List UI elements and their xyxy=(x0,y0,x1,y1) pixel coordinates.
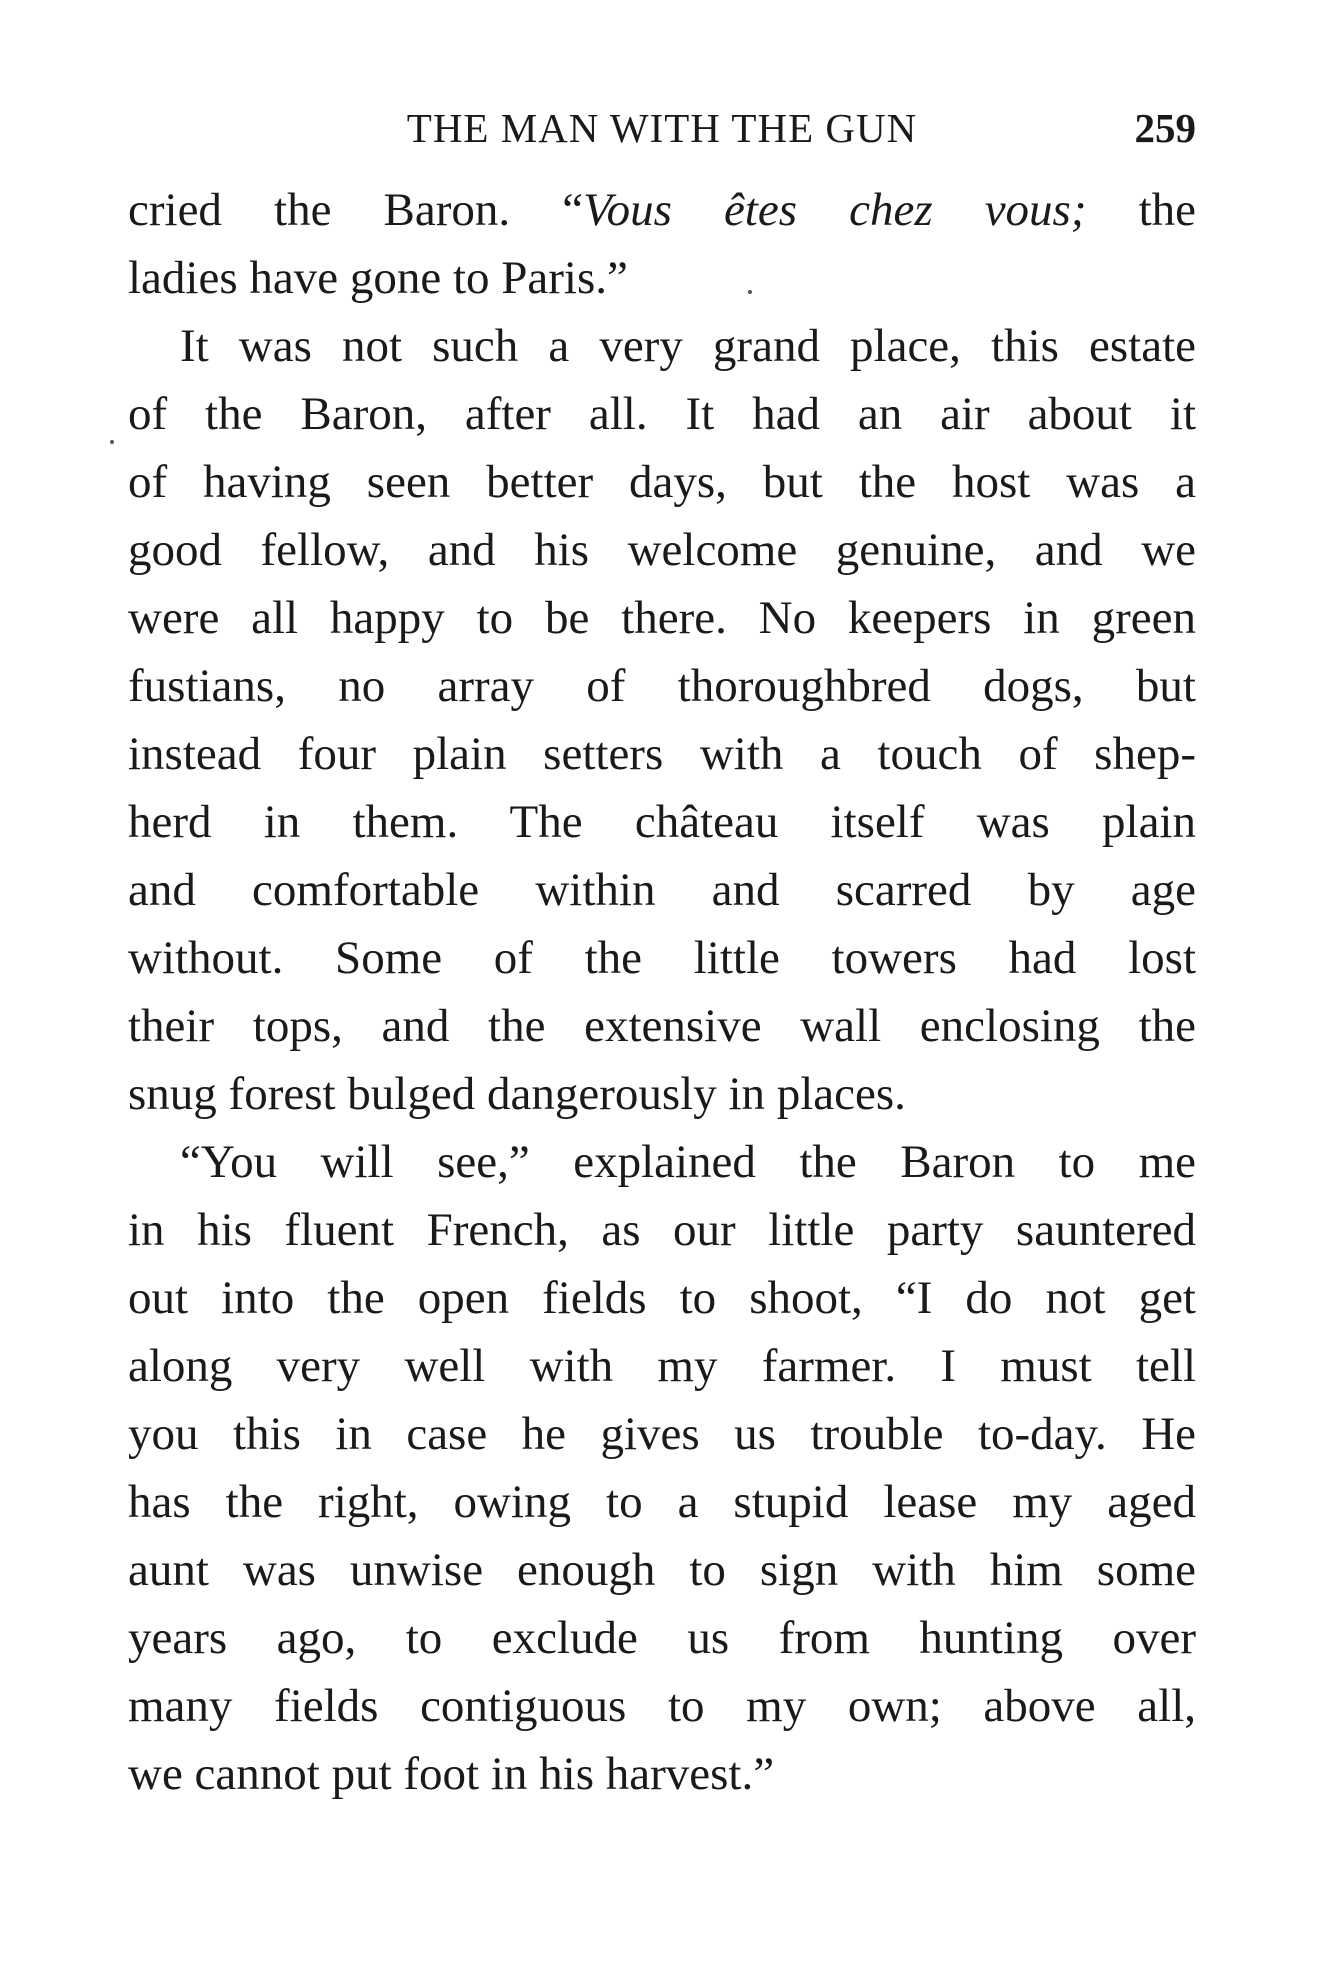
text-line: herd in them. The château itself was plain xyxy=(128,796,1196,848)
running-head xyxy=(128,98,1196,158)
running-title: THE MAN WITH THE GUN xyxy=(406,105,918,151)
text-line: good fellow, and his welcome genuine, and we xyxy=(128,524,1196,576)
text-line: has the right, owing to a stupid lease my aged xyxy=(128,1476,1196,1528)
text-line: out into the open fields to shoot, “I do not get xyxy=(128,1272,1196,1324)
text-line: in his fluent French, as our little party sauntered xyxy=(128,1204,1196,1256)
text-line: of having seen better days, but the host was a xyxy=(128,456,1196,508)
text-line: ladies have gone to Paris.” xyxy=(128,252,628,304)
text-line: many fields contiguous to my own; above all, xyxy=(128,1680,1196,1732)
line-text: cried the Baron. “ xyxy=(128,184,584,236)
text-line: we cannot put foot in his harvest.” xyxy=(128,1748,775,1800)
text-line: fustians, no array of thoroughbred dogs, but xyxy=(128,660,1196,712)
italic-phrase: Vous êtes chez vous; xyxy=(583,184,1087,236)
text-line: and comfortable within and scarred by age xyxy=(128,864,1196,916)
line-text: the xyxy=(1086,184,1196,236)
text-line xyxy=(128,176,1196,244)
text-line: snug forest bulged dangerously in places. xyxy=(128,1068,906,1120)
text-line: were all happy to be there. No keepers in green xyxy=(128,592,1196,644)
print-speck xyxy=(748,290,752,294)
text-line: along very well with my farmer. I must tell xyxy=(128,1340,1196,1392)
paragraph-first-line: “You will see,” explained the Baron to me xyxy=(180,1136,1196,1188)
text-line: years ago, to exclude us from hunting over xyxy=(128,1612,1196,1664)
text-line: their tops, and the extensive wall enclosing the xyxy=(128,1000,1196,1052)
text-line: without. Some of the little towers had lost xyxy=(128,932,1196,984)
text-line: you this in case he gives us trouble to-day. He xyxy=(128,1408,1196,1460)
body-text xyxy=(128,176,1196,1808)
text-line: instead four plain setters with a touch of shep- xyxy=(128,728,1196,780)
page-number: 259 xyxy=(1134,105,1196,151)
text-line: of the Baron, after all. It had an air about it xyxy=(128,388,1196,440)
text-line: aunt was unwise enough to sign with him some xyxy=(128,1544,1196,1596)
print-speck xyxy=(110,440,114,444)
paragraph-first-line: It was not such a very grand place, this estate xyxy=(180,320,1196,372)
